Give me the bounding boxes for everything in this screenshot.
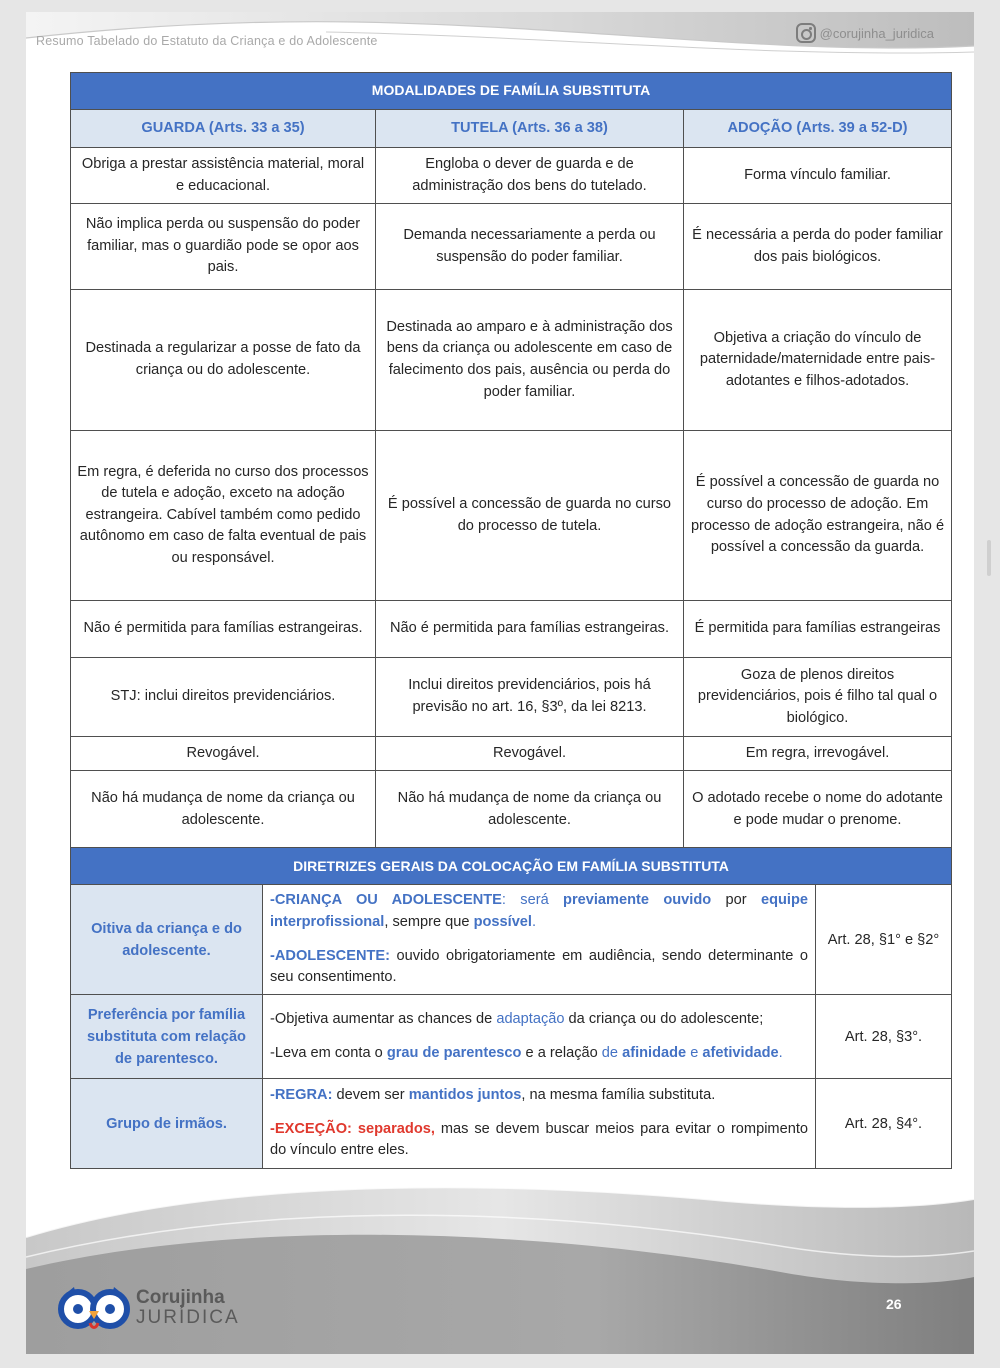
text-span: por bbox=[711, 892, 761, 909]
text-span: -Objetiva aumentar as chances de bbox=[270, 1010, 497, 1027]
row-content-preferencia bbox=[263, 995, 816, 1079]
table-cell: Engloba o dever de guarda e de administração dos bens do tutelado. bbox=[376, 148, 684, 204]
text-span: . bbox=[531, 913, 537, 930]
column-header-guarda: GUARDA (Arts. 33 a 35) bbox=[71, 110, 376, 148]
instagram-handle: @corujinha_juridica bbox=[819, 25, 934, 41]
row-label-preferencia: Preferência por família substituta com relação de parentesco. bbox=[71, 995, 263, 1079]
text-span: e bbox=[686, 1044, 703, 1061]
paragraph bbox=[270, 1085, 808, 1107]
table-cell: Não há mudança de nome da criança ou adolescente. bbox=[376, 771, 684, 849]
text-span: e a relação bbox=[521, 1044, 602, 1061]
paragraph bbox=[270, 1043, 808, 1065]
text-span: da criança ou do adolescente; bbox=[564, 1010, 764, 1027]
row-article-preferencia: Art. 28, §3°. bbox=[816, 995, 952, 1079]
row-article-irmaos: Art. 28, §4°. bbox=[816, 1079, 952, 1169]
text-span: -Leva em conta o bbox=[270, 1044, 387, 1061]
text-span: -REGRA: bbox=[270, 1087, 333, 1104]
corujinha-logo bbox=[56, 1283, 240, 1331]
table-row bbox=[71, 737, 952, 771]
table-row bbox=[71, 1079, 952, 1169]
table-row bbox=[71, 658, 952, 737]
table-cell: É possível a concessão de guarda no curso do processo de adoção. Em processo de adoção estrangeira, não é possível a concessão da guarda. bbox=[684, 431, 952, 601]
text-span: EXCEÇÃO: separados, bbox=[274, 1120, 435, 1137]
instagram-handle-block bbox=[796, 23, 934, 43]
table-cell: Demanda necessariamente a perda ou suspensão do poder familiar. bbox=[376, 204, 684, 290]
owl-logo-icon bbox=[56, 1283, 132, 1331]
text-span: afetividade bbox=[702, 1044, 779, 1061]
text-span: devem ser bbox=[332, 1087, 409, 1104]
text-span: grau de parentesco bbox=[386, 1044, 522, 1061]
table-cell: Em regra, irrevogável. bbox=[684, 737, 952, 771]
table-row bbox=[71, 885, 952, 995]
logo-text-line2: JURÍDICA bbox=[136, 1306, 240, 1328]
paragraph bbox=[270, 946, 808, 989]
table-cell: Destinada ao amparo e à administração dos bens da criança ou adolescente em caso de falecimento dos pais, ausência ou perda do poder familiar. bbox=[376, 290, 684, 431]
placement-guidelines-table bbox=[70, 847, 952, 1169]
table-cell: Obriga a prestar assistência material, moral e educacional. bbox=[71, 148, 376, 204]
table-cell: Em regra, é deferida no curso dos processos de tutela e adoção, exceto na adoção estrangeira. Cabível também como pedido autônomo em caso de falta eventual de pais ou responsável. bbox=[71, 431, 376, 601]
column-header-adocao: ADOÇÃO (Arts. 39 a 52-D) bbox=[684, 110, 952, 148]
paragraph bbox=[270, 1119, 808, 1162]
table-cell: Inclui direitos previdenciários, pois há previsão no art. 16, §3º, da lei 8213. bbox=[376, 658, 684, 737]
table-row bbox=[71, 771, 952, 849]
table-cell: Revogável. bbox=[71, 737, 376, 771]
table-cell: STJ: inclui direitos previdenciários. bbox=[71, 658, 376, 737]
document-running-title: Resumo Tabelado do Estatuto da Criança e do Adolescente bbox=[36, 34, 378, 48]
text-span: , sempre que bbox=[384, 913, 474, 930]
table-cell: Destinada a regularizar a posse de fato da criança ou do adolescente. bbox=[71, 290, 376, 431]
table-cell: Objetiva a criação do vínculo de paternidade/maternidade entre pais-adotantes e filhos-adotados. bbox=[684, 290, 952, 431]
table-title: DIRETRIZES GERAIS DA COLOCAÇÃO EM FAMÍLIA SUBSTITUTA bbox=[71, 848, 952, 885]
text-span: adaptação bbox=[496, 1010, 565, 1027]
row-article-oitiva: Art. 28, §1° e §2° bbox=[816, 885, 952, 995]
document-page bbox=[26, 12, 974, 1354]
row-content-oitiva bbox=[263, 885, 816, 995]
row-label-irmaos: Grupo de irmãos. bbox=[71, 1079, 263, 1169]
text-span: afinidade bbox=[622, 1044, 687, 1061]
row-content-irmaos bbox=[263, 1079, 816, 1169]
text-span: previamente ouvido bbox=[563, 892, 712, 909]
text-span: mas se devem buscar meios para evitar o rompimento do vínculo entre eles. bbox=[270, 1120, 808, 1159]
family-modalities-table bbox=[70, 72, 952, 849]
text-span: de bbox=[601, 1044, 623, 1061]
logo-text-line1: Corujinha bbox=[136, 1286, 225, 1308]
instagram-icon bbox=[796, 23, 816, 43]
table-cell: Forma vínculo familiar. bbox=[684, 148, 952, 204]
table-cell: Não é permitida para famílias estrangeiras. bbox=[376, 601, 684, 658]
table-cell: Não é permitida para famílias estrangeiras. bbox=[71, 601, 376, 658]
table-cell: Goza de plenos direitos previdenciários, pois é filho tal qual o biológico. bbox=[684, 658, 952, 737]
table-row bbox=[71, 601, 952, 658]
text-span: . bbox=[778, 1044, 783, 1061]
text-span: -CRIANÇA OU ADOLESCENTE bbox=[270, 892, 502, 909]
table-cell: Não há mudança de nome da criança ou adolescente. bbox=[71, 771, 376, 849]
table-cell: É necessária a perda do poder familiar dos pais biológicos. bbox=[684, 204, 952, 290]
text-span: ouvido obrigatoriamente em audiência, sendo determinante o seu consentimento. bbox=[270, 947, 808, 986]
table-row bbox=[71, 148, 952, 204]
table-row bbox=[71, 995, 952, 1079]
paragraph bbox=[270, 1009, 808, 1031]
column-header-tutela: TUTELA (Arts. 36 a 38) bbox=[376, 110, 684, 148]
text-span: possível bbox=[473, 913, 532, 930]
text-span: : será bbox=[501, 892, 564, 909]
page-number: 26 bbox=[886, 1296, 902, 1312]
table-cell: Revogável. bbox=[376, 737, 684, 771]
text-span: equipe interprofissional bbox=[270, 892, 808, 930]
table-row bbox=[71, 290, 952, 431]
table-cell: É possível a concessão de guarda no curso do processo de tutela. bbox=[376, 431, 684, 601]
table-cell: É permitida para famílias estrangeiras bbox=[684, 601, 952, 658]
paragraph bbox=[270, 890, 808, 933]
table-title: MODALIDADES DE FAMÍLIA SUBSTITUTA bbox=[71, 73, 952, 110]
table-cell: Não implica perda ou suspensão do poder familiar, mas o guardião pode se opor aos pais. bbox=[71, 204, 376, 290]
text-span: , na mesma família substituta. bbox=[521, 1087, 716, 1104]
text-span: - bbox=[270, 1120, 275, 1137]
table-cell: O adotado recebe o nome do adotante e pode mudar o prenome. bbox=[684, 771, 952, 849]
table-row bbox=[71, 204, 952, 290]
text-span: -ADOLESCENTE: bbox=[270, 947, 390, 964]
row-label-oitiva: Oitiva da criança e do adolescente. bbox=[71, 885, 263, 995]
text-span: mantidos juntos bbox=[408, 1087, 522, 1104]
scrollbar-thumb[interactable] bbox=[987, 540, 991, 576]
table-row bbox=[71, 431, 952, 601]
